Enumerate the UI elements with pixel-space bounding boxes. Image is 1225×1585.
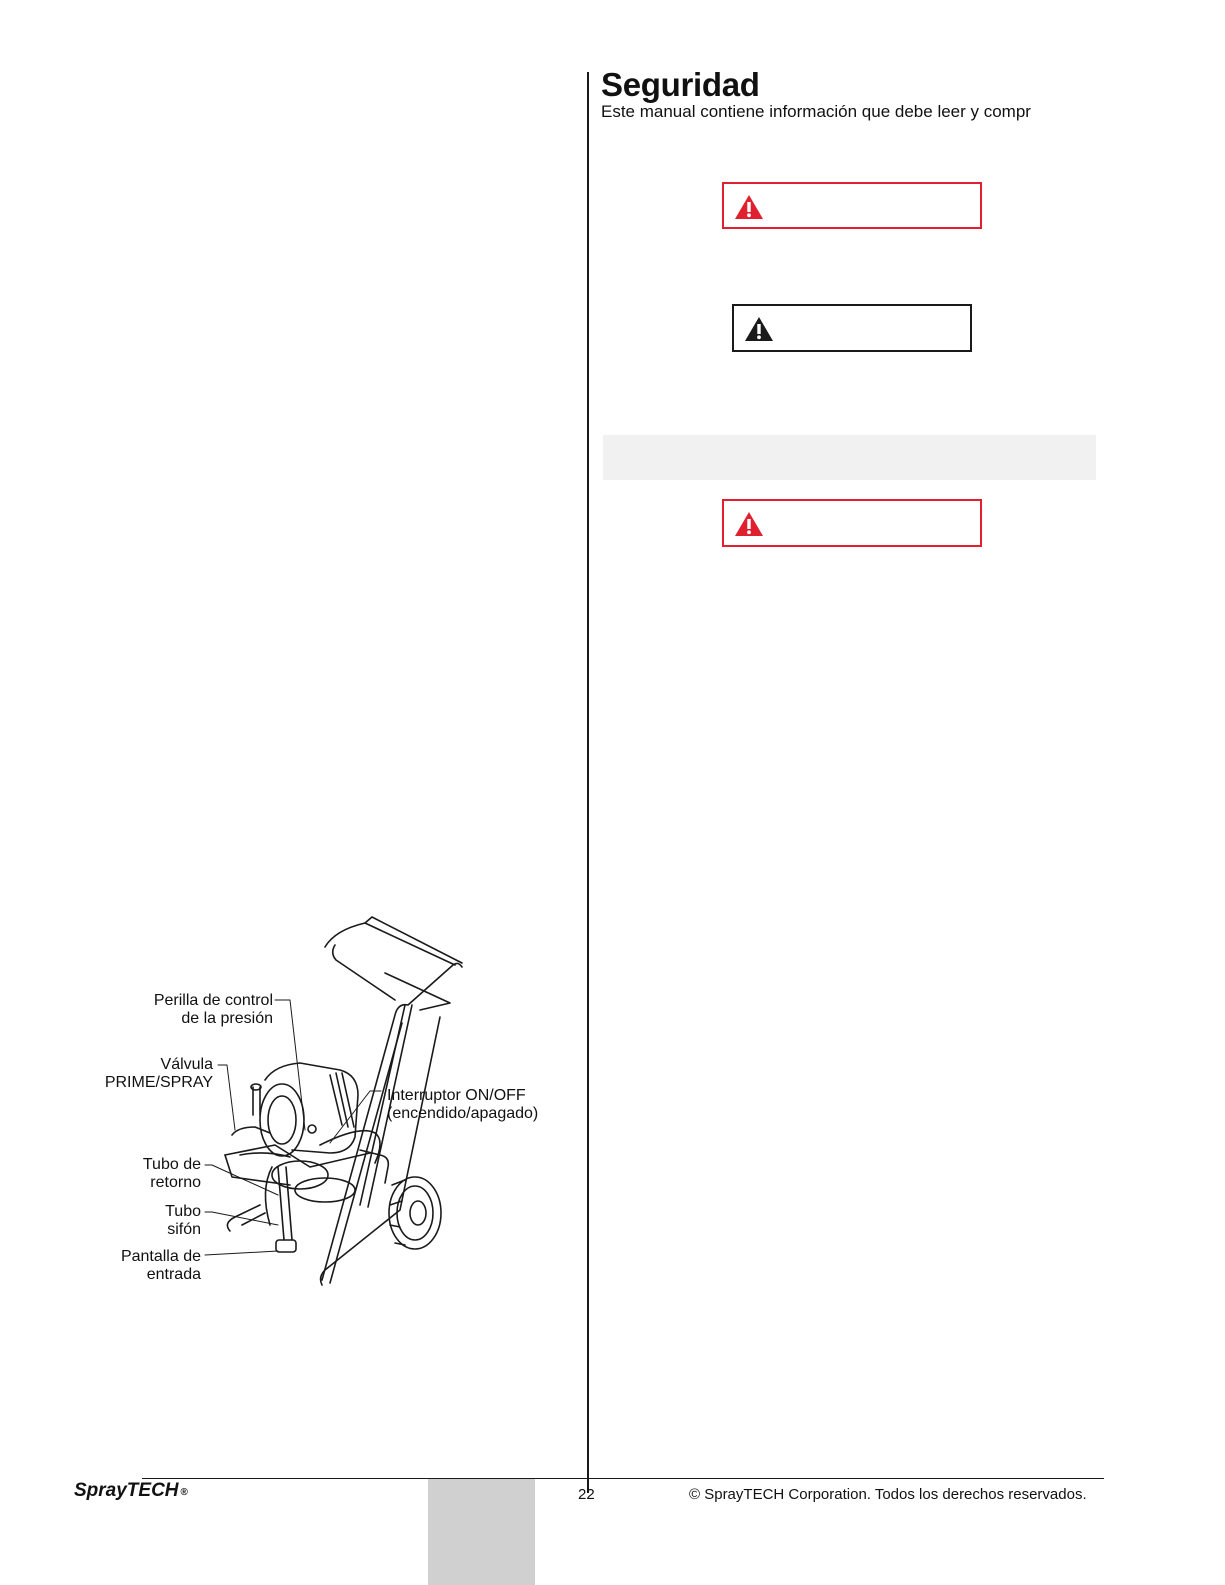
label-line: Tubo de xyxy=(142,1156,201,1173)
danger-box xyxy=(722,499,982,547)
label-line: entrada xyxy=(146,1266,201,1283)
label-on-off-switch xyxy=(387,1087,538,1123)
label-line: retorno xyxy=(150,1174,201,1191)
label-line: Pantalla de xyxy=(120,1248,201,1265)
label-line: Tubo xyxy=(165,1203,201,1220)
copyright-text: © SprayTECH Corporation. Todos los derechos reservados. xyxy=(689,1486,1087,1503)
shaded-note-band xyxy=(603,435,1096,480)
label-line: Válvula xyxy=(160,1056,213,1073)
label-line: Perilla de control xyxy=(153,992,273,1009)
danger-box xyxy=(722,182,982,229)
spraytech-logo xyxy=(74,1480,188,1502)
logo-text: SprayTECH xyxy=(74,1480,179,1501)
footer-tab xyxy=(428,1479,535,1585)
label-siphon-tube xyxy=(165,1203,201,1239)
page-number: 22 xyxy=(578,1486,595,1503)
label-line: sifón xyxy=(167,1221,201,1238)
label-return-tube xyxy=(143,1156,201,1192)
warning-triangle-icon xyxy=(734,511,764,537)
label-prime-spray-valve xyxy=(105,1056,213,1092)
warning-box xyxy=(732,304,972,352)
label-line: de la presión xyxy=(181,1010,273,1027)
label-line: Interruptor ON/OFF xyxy=(387,1087,526,1104)
section-title: Seguridad xyxy=(601,66,760,103)
footer-rule xyxy=(142,1478,1104,1479)
warning-triangle-icon xyxy=(744,316,774,342)
label-inlet-screen xyxy=(121,1248,201,1284)
column-divider xyxy=(587,72,589,1493)
label-line: (encendido/apagado) xyxy=(387,1105,539,1122)
section-intro: Este manual contiene información que debe leer y compr xyxy=(601,102,1031,121)
warning-triangle-icon xyxy=(734,194,764,220)
label-pressure-knob xyxy=(154,992,273,1028)
registered-mark: ® xyxy=(180,1487,188,1498)
label-line: PRIME/SPRAY xyxy=(104,1074,213,1091)
